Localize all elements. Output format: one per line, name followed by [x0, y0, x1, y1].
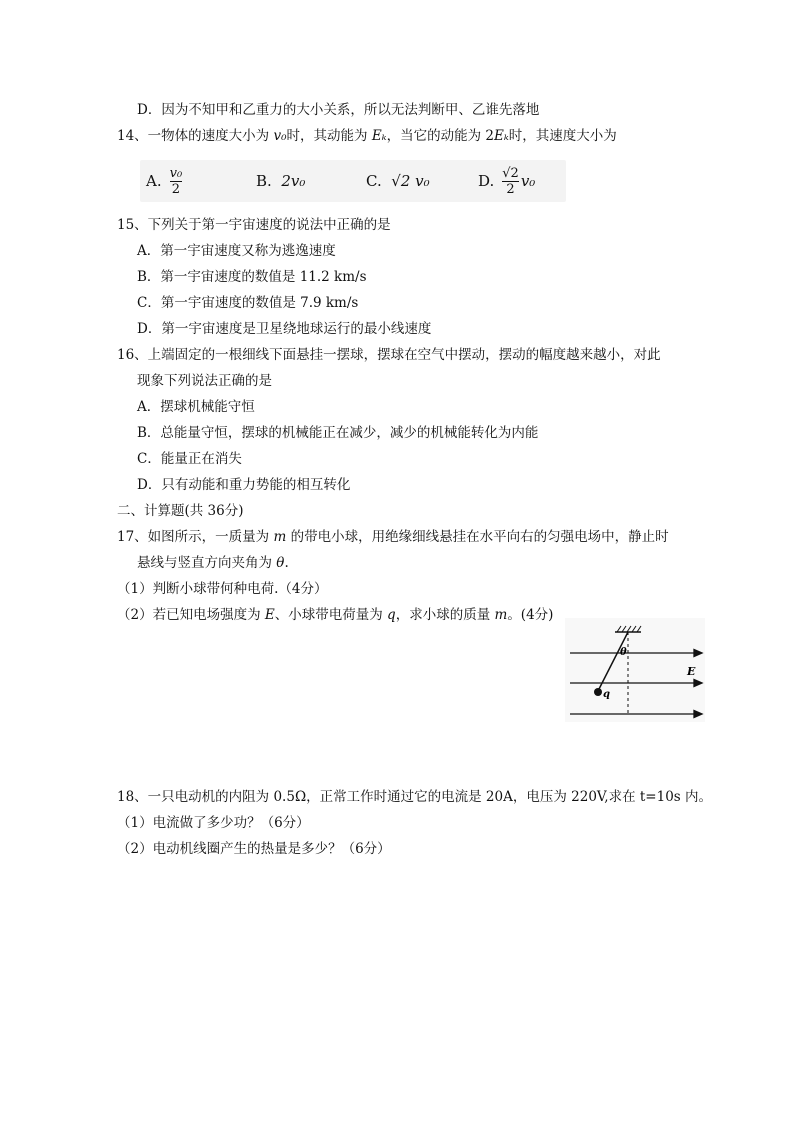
- theta-label: θ: [620, 647, 627, 658]
- q13-option-d: D．因为不知甲和乙重力的大小关系，所以无法判断甲、乙谁先落地: [137, 102, 540, 118]
- q17-sub-question-2: （2）若已知电场强度为 E、小球带电荷量为 q，求小球的质量 m。(4分): [117, 607, 554, 623]
- q18-sub-question-1: （1）电流做了多少功？（6分）: [117, 815, 310, 831]
- q18-sub-question-2: （2）电动机线圈产生的热量是多少？（6分）: [117, 841, 391, 857]
- q16-stem-line1: 16、上端固定的一根细线下面悬挂一摆球，摆球在空气中摆动，摆动的幅度越来越小，对此: [117, 347, 661, 363]
- q17-sub-question-1: （1）判断小球带何种电荷.（4分）: [117, 581, 328, 597]
- diagram-background: [565, 618, 705, 722]
- q17-pendulum-diagram: [565, 618, 705, 722]
- q14-choice-b: B. 2v₀: [256, 172, 306, 190]
- q14-choice-d: D. $\frac{√2}{2}$ v₀: [478, 165, 536, 197]
- charge-q-label: q: [603, 689, 610, 700]
- q16-option-a: A．摆球机械能守恒: [137, 399, 255, 415]
- q15-option-c: C．第一宇宙速度的数值是 7.9 km/s: [137, 295, 359, 311]
- q16-option-d: D．只有动能和重力势能的相互转化: [137, 477, 351, 493]
- q15-option-d: D．第一宇宙速度是卫星绕地球运行的最小线速度: [137, 321, 432, 337]
- q14-choice-c: C. √2 v₀: [366, 172, 430, 190]
- q15-stem: 15、下列关于第一宇宙速度的说法中正确的是: [117, 217, 391, 233]
- section-title: 二、计算题(共 36分): [117, 503, 244, 519]
- q14-stem: 14、一物体的速度大小为 v₀时，其动能为 Eₖ，当它的动能为 2Eₖ时，其速度大小为: [117, 128, 617, 144]
- q15-option-b: B．第一宇宙速度的数值是 11.2 km/s: [137, 269, 367, 285]
- q15-option-a: A．第一宇宙速度又称为逃逸速度: [137, 243, 336, 259]
- q14-choice-a: A. $\frac{\text{v₀}}{2}$: [146, 165, 183, 197]
- q16-stem-line2: 现象下列说法正确的是: [137, 373, 272, 389]
- charged-ball: [594, 688, 602, 696]
- q18-stem: 18、一只电动机的内阻为 0.5Ω，正常工作时通过它的电流是 20A，电压为 220V,求在 t=10s 内。: [117, 789, 713, 805]
- q17-stem-line1: 17、如图所示，一质量为 m 的带电小球，用绝缘细线悬挂在水平向右的匀强电场中，静止时: [117, 529, 669, 545]
- q14-choices: [140, 160, 566, 202]
- field-e-label: E: [687, 665, 696, 678]
- q16-option-b: B．总能量守恒，摆球的机械能正在减少，减少的机械能转化为内能: [137, 425, 539, 441]
- q17-stem-line2: 悬线与竖直方向夹角为 θ.: [137, 555, 289, 571]
- q16-option-c: C．能量正在消失: [137, 451, 242, 467]
